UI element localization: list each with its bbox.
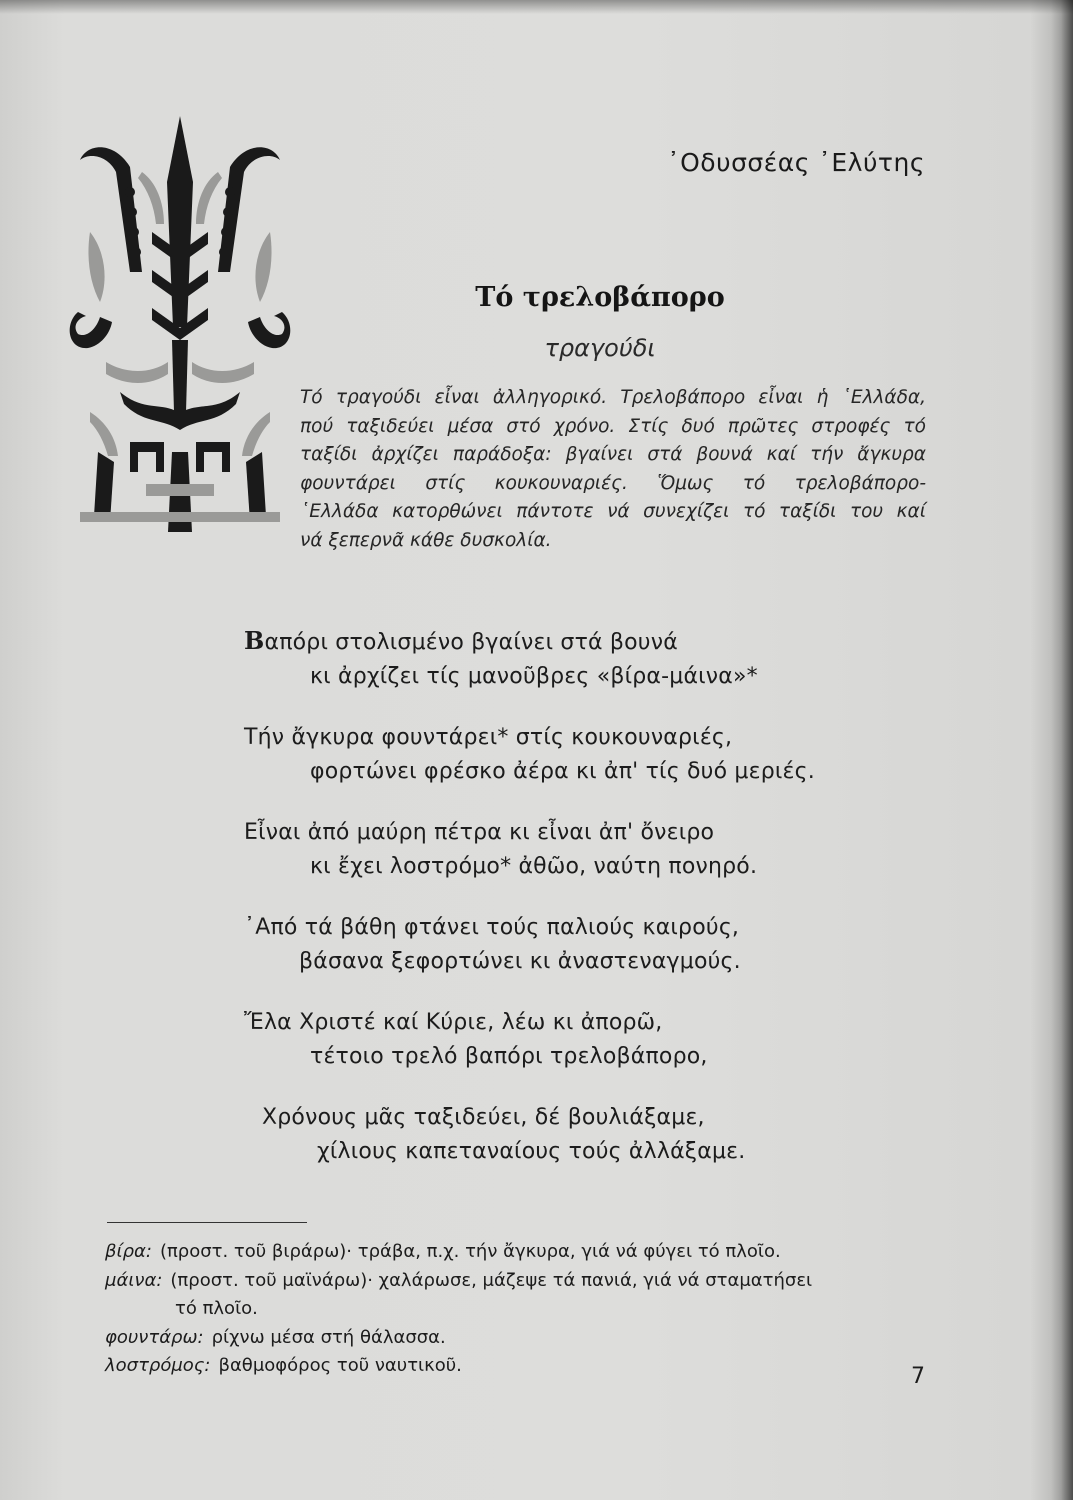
page-number: 7 — [911, 1364, 925, 1389]
stanza — [244, 721, 864, 789]
intro-line: φουντάρει στίς κουκουναριές. Ὅμως τό τρελοβάπορο- — [300, 472, 926, 494]
decorative-floral-ornament — [60, 112, 300, 542]
verse-line: ᾿Από τά βάθη φτάνει τούς παλιούς καιρούς, — [244, 915, 740, 940]
verse-text: απόρι στολισμένο βγαίνει στά βουνά — [264, 630, 678, 655]
poem-subtitle: τραγούδι — [544, 334, 656, 362]
footnote-item — [105, 1352, 935, 1381]
verse-line: κι ἔχει λοστρόμο* ἀθῶο, ναύτη πονηρό. — [310, 854, 758, 879]
intro-line: πού ταξιδεύει μέσα στό χρόνο. Στίς δυό πρῶτες στροφές τό — [300, 415, 926, 437]
poem-title: Τό τρελοβάπορο — [475, 282, 725, 313]
stanza — [244, 1101, 864, 1169]
footnote-item — [105, 1267, 935, 1296]
verse-line: Εἶναι ἀπό μαύρη πέτρα κι εἶναι ἀπ' ὄνειρο — [244, 820, 715, 845]
stanza — [244, 624, 864, 694]
author-name: ᾿Οδυσσέας ᾿Ελύτης — [667, 148, 925, 177]
scan-shadow-right — [1051, 0, 1073, 1500]
scan-shadow-top — [0, 0, 1073, 14]
verse-line: κι ἀρχίζει τίς μανοῦβρες «βίρα-μάινα»* — [310, 664, 758, 689]
verse-line: τέτοιο τρελό βαπόρι τρελοβάπορο, — [310, 1044, 708, 1069]
intro-line: νά ξεπερνᾶ κάθε δυσκολία. — [300, 529, 552, 551]
footnote-text: ρίχνω μέσα στή θάλασσα. — [211, 1326, 446, 1348]
verse-line — [244, 624, 864, 660]
verse-line: χίλιους καπεταναίους τούς ἀλλάξαμε. — [317, 1139, 746, 1164]
footnote-item — [105, 1324, 935, 1353]
footnote-term: βίρα: — [105, 1241, 152, 1262]
poem-body — [244, 624, 864, 1169]
intro-line: ταξίδι ἀρχίζει παράδοξα: βγαίνει στά βουνά καί τήν ἄγκυρα — [300, 444, 926, 465]
intro-paragraph — [300, 384, 926, 555]
verse-line: βάσανα ξεφορτώνει κι ἀναστεναγμούς. — [299, 949, 741, 974]
verse-line: Τήν ἄγκυρα φουντάρει* στίς κουκουναριές, — [244, 725, 733, 750]
footnote-term: φουντάρω: — [105, 1326, 204, 1348]
footnote-text: βαθμοφόρος τοῦ ναυτικοῦ. — [218, 1355, 462, 1376]
footnote-continuation: τό πλοῖο. — [175, 1298, 258, 1319]
stanza — [244, 1006, 864, 1074]
verse-line: Χρόνους μᾶς ταξιδεύει, δέ βουλιάξαμε, — [262, 1105, 705, 1130]
footnote-item — [105, 1238, 935, 1267]
footnote-term: μάινα: — [105, 1269, 163, 1291]
verse-line: Ἔλα Χριστέ καί Κύριε, λέω κι ἀπορῶ, — [244, 1010, 663, 1035]
footnote-text: (προστ. τοῦ μαϊνάρω)· χαλάρωσε, μάζεψε τά πανιά, γιά νά σταματήσει — [170, 1269, 813, 1291]
intro-line: ῾Ελλάδα κατορθώνει πάντοτε νά συνεχίζει τό ταξίδι του καί — [300, 501, 926, 522]
stanza — [244, 911, 864, 979]
footnote-term: λοστρόμος: — [105, 1355, 211, 1376]
verse-line: φορτώνει φρέσκο ἀέρα κι ἀπ' τίς δυό μεριές. — [310, 759, 815, 784]
drop-cap: Β — [244, 626, 265, 655]
stanza — [244, 816, 864, 884]
intro-line: Τό τραγούδι εἶναι ἀλληγορικό. Τρελοβάπορο εἶναι ἡ ῾Ελλάδα, — [300, 387, 926, 408]
footnote-text: (προστ. τοῦ βιράρω)· τράβα, π.χ. τήν ἄγκυρα, γιά νά φύγει τό πλοῖο. — [159, 1241, 781, 1262]
footnotes — [105, 1238, 935, 1381]
footnote-divider — [107, 1222, 307, 1223]
